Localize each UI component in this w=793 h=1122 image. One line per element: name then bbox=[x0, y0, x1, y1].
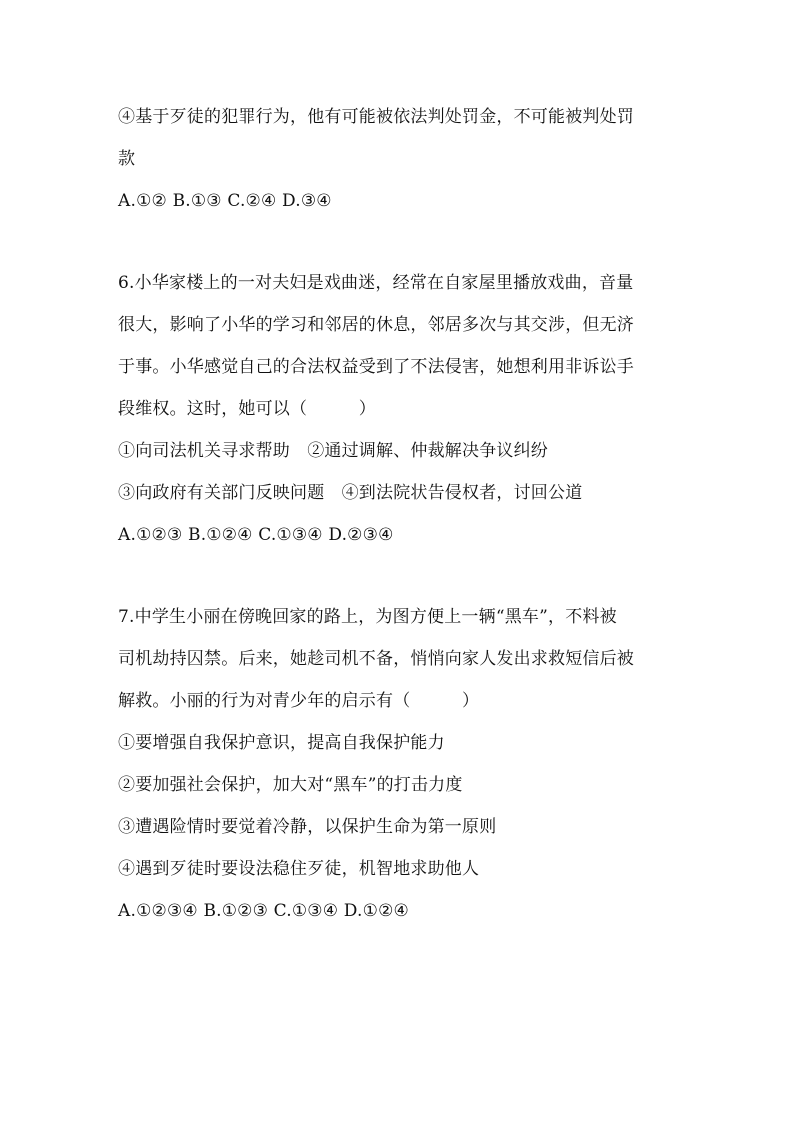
question-5-continuation bbox=[118, 96, 688, 222]
spacer bbox=[118, 222, 688, 262]
option-line: ④遇到歹徒时要设法稳住歹徒，机智地求助他人 bbox=[118, 859, 480, 879]
option-line: 款 bbox=[118, 149, 136, 169]
question-stem-line: 司机劫持囚禁。后来，她趁司机不备，悄悄向家人发出求救短信后被 bbox=[118, 649, 634, 669]
question-stem-line: 很大，影响了小华的学习和邻居的休息，邻居多次与其交涉，但无济 bbox=[118, 315, 634, 335]
document-page bbox=[118, 96, 688, 932]
question-stem-line: 解救。小丽的行为对青少年的启示有（ ） bbox=[118, 691, 480, 711]
question-stem-line: 段维权。这时，她可以（ ） bbox=[118, 399, 376, 419]
answer-choices: A.①②③ B.①②④ C.①③④ D.②③④ bbox=[118, 525, 394, 545]
question-6 bbox=[118, 262, 688, 556]
question-7 bbox=[118, 596, 688, 932]
spacer bbox=[118, 556, 688, 596]
option-line: ④基于歹徒的犯罪行为，他有可能被依法判处罚金，不可能被判处罚 bbox=[118, 107, 634, 127]
option-line: ①要增强自我保护意识，提高自我保护能力 bbox=[118, 733, 445, 753]
option-line: ③向政府有关部门反映问题 ④到法院状告侵权者，讨回公道 bbox=[118, 483, 583, 503]
option-line: ②要加强社会保护，加大对“黑车”的打击力度 bbox=[118, 775, 463, 795]
answer-choices: A.①② B.①③ C.②④ D.③④ bbox=[118, 191, 332, 211]
question-stem-line: 6.小华家楼上的一对夫妇是戏曲迷，经常在自家屋里播放戏曲，音量 bbox=[118, 273, 634, 293]
question-stem-line: 7.中学生小丽在傍晚回家的路上，为图方便上一辆“黑车”，不料被 bbox=[118, 607, 617, 627]
option-line: ③遭遇险情时要觉着冷静，以保护生命为第一原则 bbox=[118, 817, 497, 837]
answer-choices: A.①②③④ B.①②③ C.①③④ D.①②④ bbox=[118, 901, 409, 921]
option-line: ①向司法机关寻求帮助 ②通过调解、仲裁解决争议纠纷 bbox=[118, 441, 548, 461]
question-stem-line: 于事。小华感觉自己的合法权益受到了不法侵害，她想利用非诉讼手 bbox=[118, 357, 634, 377]
